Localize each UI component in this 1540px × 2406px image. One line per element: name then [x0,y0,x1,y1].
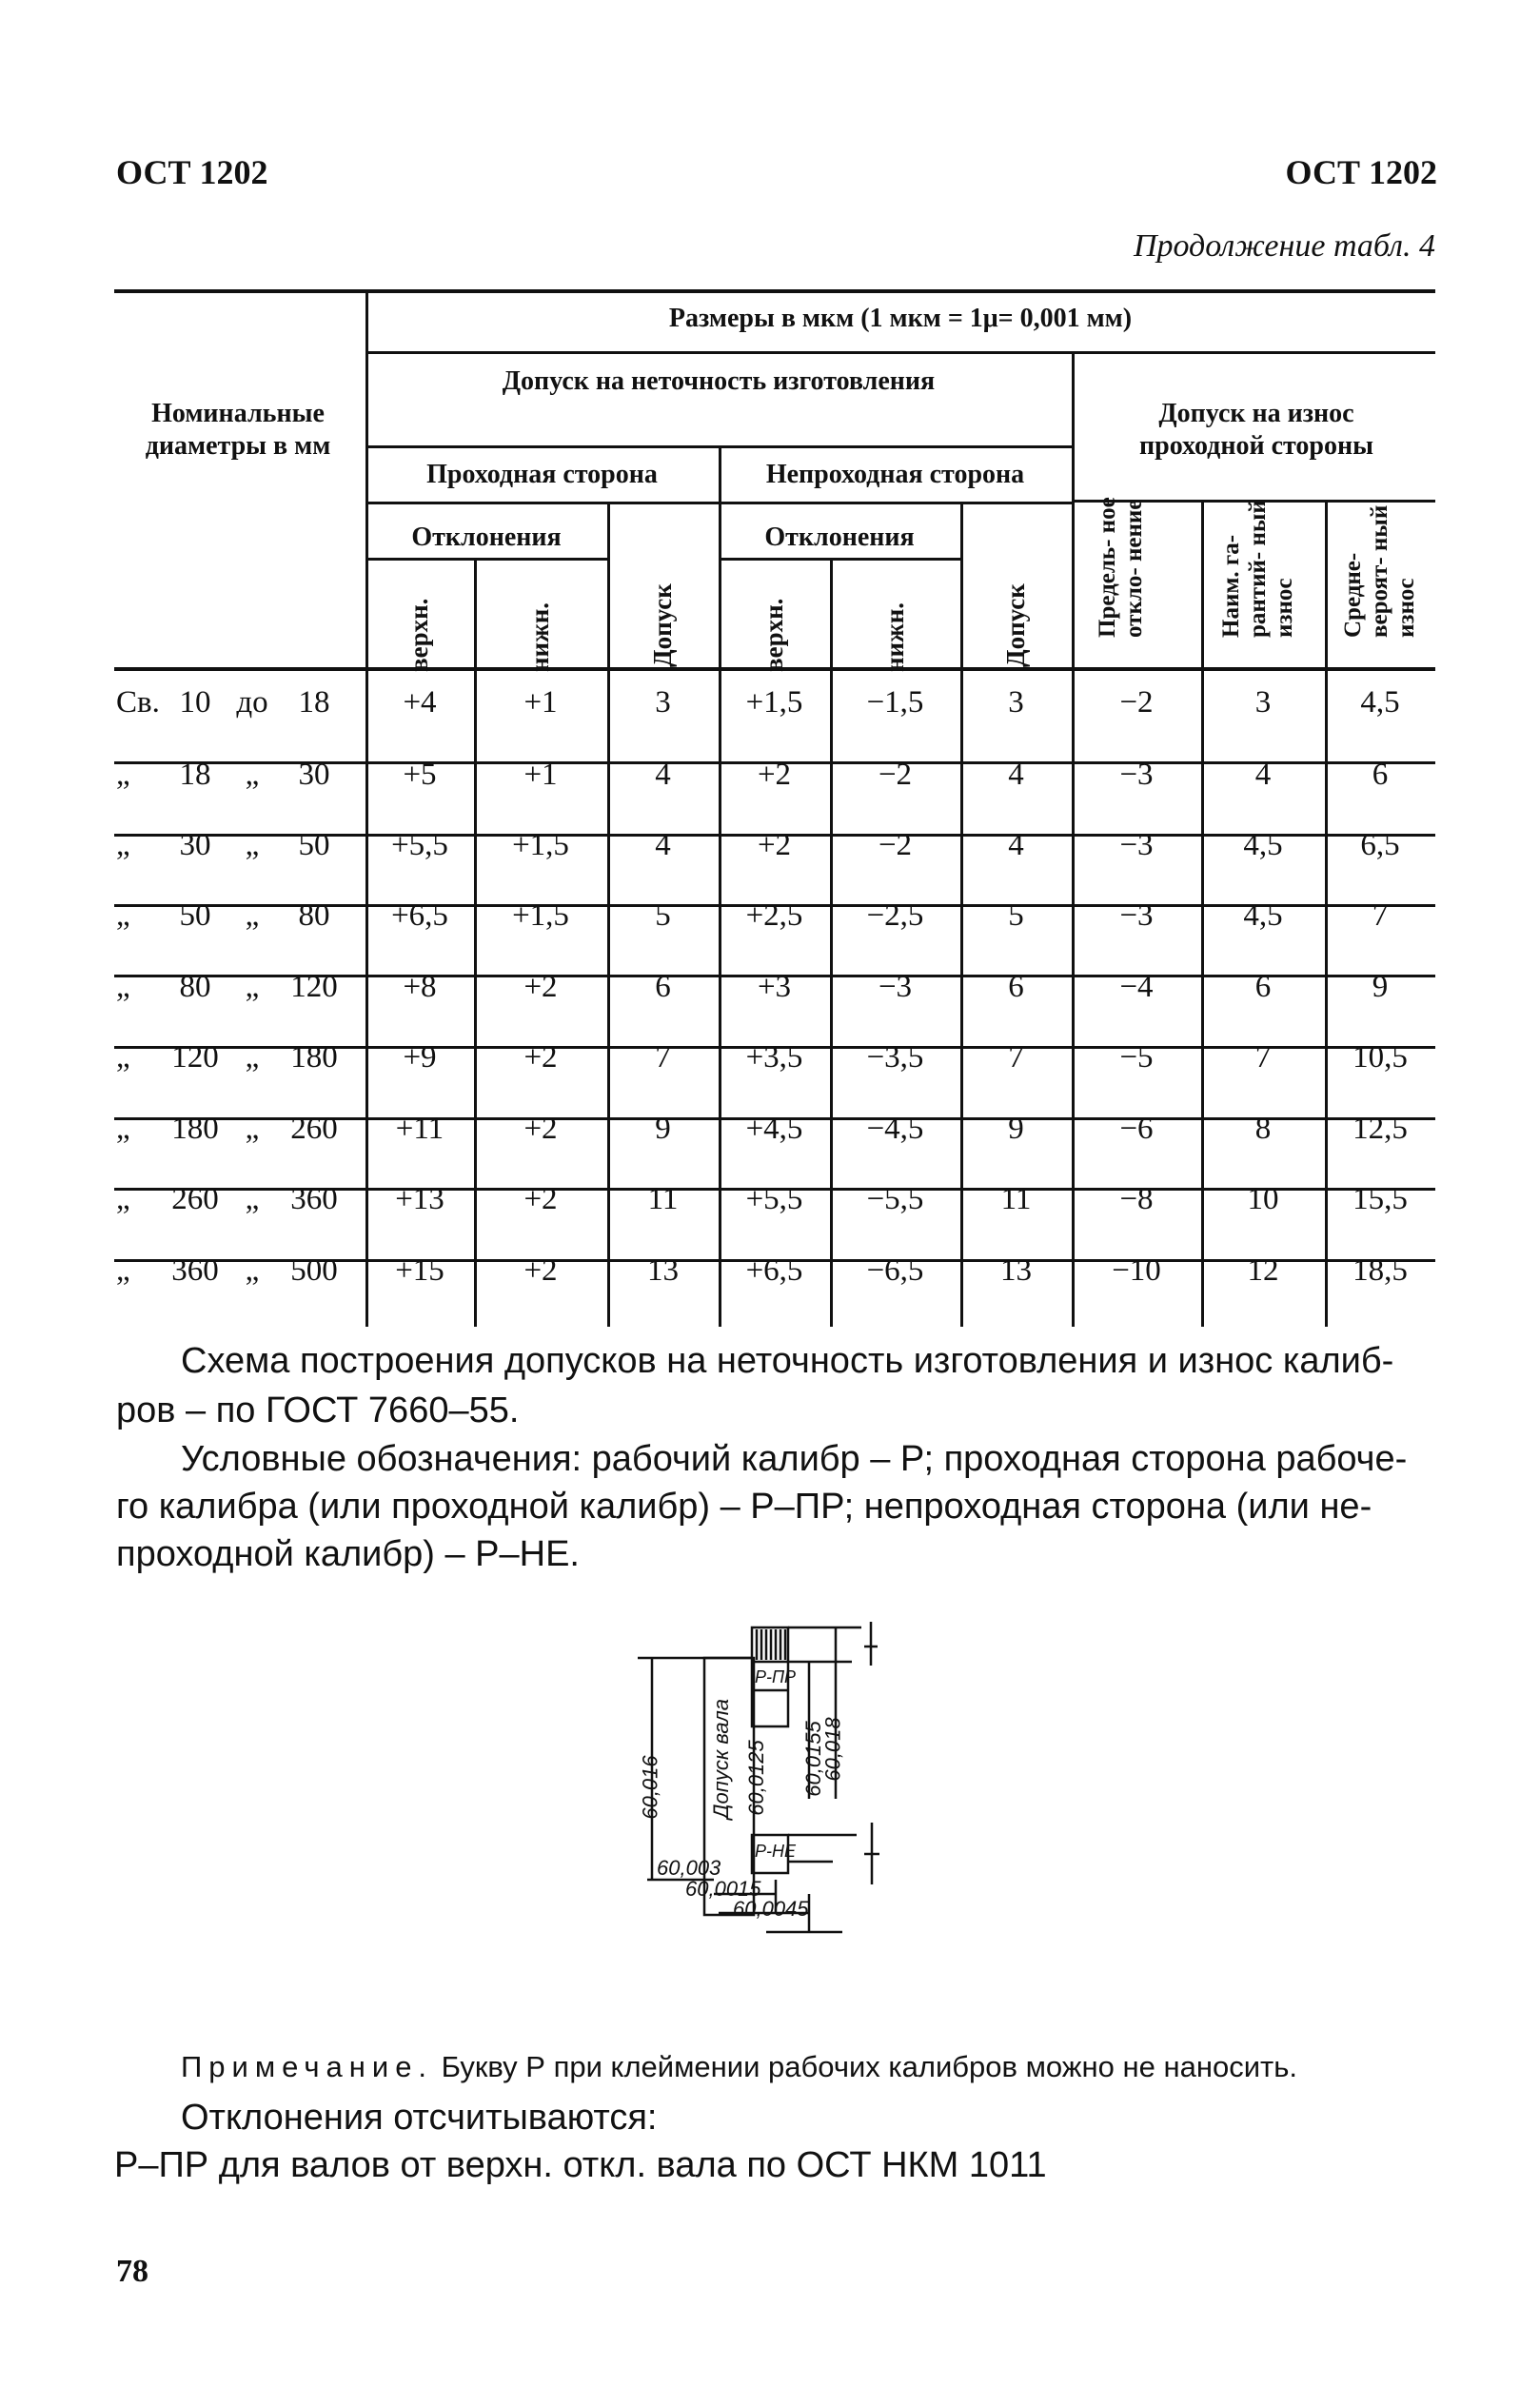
table-continuation-label: Продолжение табл. 4 [1133,228,1435,264]
dim-60-018: 60,018 [820,1717,845,1782]
row-from: 80 [179,970,211,1004]
table-cell: 18,5 [1352,1253,1408,1288]
table-cell: −3,5 [866,1040,924,1075]
row-from: 260 [171,1182,219,1216]
table-cell: 9 [655,1112,671,1146]
row-from: 30 [179,828,211,862]
row-mid: „ [245,758,260,792]
row-to: 180 [290,1040,338,1075]
row-to: 500 [290,1253,338,1288]
table-cell: +3 [757,970,792,1004]
table-cell: 5 [655,898,671,933]
table-cell: +5,5 [391,828,448,862]
table-cell: −3 [1119,828,1154,862]
table-cell: −5,5 [866,1182,924,1216]
legend-paragraph-line2: го калибра (или проходной калибр) – Р–ПР; непроходная сторона (или не- [116,1487,1372,1527]
table-cell: 7 [655,1040,671,1075]
row-prefix: „ [116,828,130,862]
nogo-upper-header: верхн. [760,598,788,672]
table-cell: +1 [523,685,558,720]
table-cell: −1,5 [866,685,924,720]
table-cell: 7 [1254,1040,1272,1075]
row-prefix: „ [116,1253,130,1288]
table-cell: −2 [878,758,913,792]
row-from: 50 [179,898,211,933]
table-cell: 13 [647,1253,679,1288]
table-cell: −3 [878,970,913,1004]
table-cell: 9 [1372,970,1389,1004]
table-cell: 3 [1254,685,1272,720]
table-cell: 5 [1008,898,1024,933]
table-cell: 12,5 [1352,1112,1408,1146]
row-from: 360 [171,1253,219,1288]
nominal-diameter-header: Номинальные диаметры в мм [145,399,331,461]
table-cell: 4,5 [1360,685,1400,720]
scheme-paragraph-line2: ров – по ГОСТ 7660–55. [116,1390,520,1430]
row-prefix: „ [116,758,130,792]
table-cell: +2 [757,758,792,792]
row-to: 18 [298,685,330,720]
table-cell: +5,5 [745,1182,803,1216]
row-to: 120 [290,970,338,1004]
table-cell: 15,5 [1352,1182,1408,1216]
min-guaranteed-wear-header: Наим. га- рантий- ный износ [1218,500,1297,638]
row-to: 260 [290,1112,338,1146]
go-upper-header: верхн. [405,598,433,672]
row-from: 180 [171,1112,219,1146]
table-cell: 8 [1254,1112,1272,1146]
row-prefix: „ [116,1182,130,1216]
standard-code-left: ОСТ 1202 [116,153,268,191]
table-cell: 6 [1008,970,1024,1004]
table-cell: −6 [1119,1112,1154,1146]
table-cell: +4 [403,685,437,720]
row-from: 18 [179,758,211,792]
table-cell: 10,5 [1352,1040,1408,1075]
row-prefix: „ [116,1112,130,1146]
table-cell: 6 [1254,970,1272,1004]
table-cell: 7 [1008,1040,1024,1075]
table-cell: +13 [395,1182,444,1216]
go-lower-header: нижн. [525,602,554,672]
shaft-tolerance-label: Допуск вала [708,1699,733,1819]
row-to: 360 [290,1182,338,1216]
table-cell: +6,5 [391,898,448,933]
table-cell: 11 [1000,1182,1032,1216]
table-cell: 6 [1372,758,1389,792]
note [181,2050,1297,2084]
dim-60-0015: 60,0015 [685,1877,761,1901]
table-cell: −2,5 [866,898,924,933]
table-cell: +6,5 [745,1253,803,1288]
row-prefix: Св. [116,685,160,720]
table-cell: −5 [1119,1040,1154,1075]
row-to: 30 [298,758,330,792]
row-mid: „ [245,898,260,933]
row-from: 120 [171,1040,219,1075]
nogo-deviations-header: Отклонения [764,523,915,552]
table-cell: +2,5 [745,898,803,933]
table-cell: +2 [757,828,792,862]
deviations-counted-line: Отклонения отсчитываются: [181,2098,658,2138]
table-cell: −2 [1119,685,1154,720]
r-pr-label: Р-ПР [755,1667,797,1686]
table-cell: +2 [523,1182,558,1216]
table-cell: +1 [523,758,558,792]
standard-code-right: ОСТ 1202 [1285,153,1437,191]
manufacturing-tolerance-header: Допуск на неточность изготовления [502,366,936,396]
row-from: 10 [179,685,211,720]
dim-60-003: 60,003 [657,1856,721,1880]
note-label: Примечание. [181,2050,434,2083]
table-cell: 13 [1000,1253,1032,1288]
sizes-header: Размеры в мкм (1 мкм = 1μ= 0,001 мм) [668,304,1133,333]
table-cell: +2 [523,1112,558,1146]
legend-paragraph-line3: проходной калибр) – Р–НЕ. [116,1534,580,1574]
go-tolerance-header: Допуск [648,583,677,667]
nogo-tolerance-header: Допуск [1001,583,1030,667]
avg-probable-wear-header: Средне- вероят- ный износ [1340,504,1419,638]
table-cell: +4,5 [745,1112,803,1146]
table-cell: −6,5 [866,1253,924,1288]
table-cell: −2 [878,828,913,862]
scheme-paragraph-line1: Схема построения допусков на неточность изготовления и износ калиб- [181,1341,1394,1381]
table-cell: +15 [395,1253,444,1288]
table-cell: 3 [1008,685,1024,720]
table-cell: −4,5 [866,1112,924,1146]
table-cell: 4 [1254,758,1272,792]
table-cell: +9 [403,1040,437,1075]
note-text: Букву Р при клеймении рабочих калибров можно не наносить. [441,2050,1297,2083]
table-cell: +1,5 [512,828,569,862]
row-mid: „ [245,1182,260,1216]
row-prefix: „ [116,1040,130,1075]
row-prefix: „ [116,898,130,933]
legend-paragraph-line1: Условные обозначения: рабочий калибр – Р; проходная сторона рабоче- [181,1439,1408,1479]
table-cell: 4,5 [1243,828,1283,862]
table-cell: +2 [523,1253,558,1288]
table-cell: +5 [403,758,437,792]
table-cell: −3 [1119,758,1154,792]
table-cell: 4,5 [1243,898,1283,933]
table-cell: 6 [655,970,671,1004]
table-cell: 4 [1008,828,1024,862]
dim-60-0045: 60,0045 [733,1897,809,1921]
row-mid: „ [245,970,260,1004]
table-cell: −3 [1119,898,1154,933]
table-cell: 4 [655,758,671,792]
table-cell: +1,5 [512,898,569,933]
table-cell: +11 [395,1112,444,1146]
wear-tolerance-header: Допуск на износ проходной стороны [1139,399,1373,461]
table-cell: 4 [655,828,671,862]
row-prefix: „ [116,970,130,1004]
r-ne-label: Р-НЕ [755,1842,797,1861]
table-cell: −4 [1119,970,1154,1004]
table-cell: 6,5 [1360,828,1400,862]
table-cell: −8 [1119,1182,1154,1216]
row-mid: до [236,685,268,720]
table-cell: +8 [403,970,437,1004]
go-deviations-header: Отклонения [411,523,562,552]
go-side-header: Проходная сторона [426,460,658,489]
r-pr-shafts-line: Р–ПР для валов от верхн. откл. вала по ОСТ НКМ 1011 [114,2145,1047,2185]
table-cell: +2 [523,1040,558,1075]
row-mid: „ [245,828,260,862]
row-to: 50 [298,828,330,862]
row-mid: „ [245,1253,260,1288]
table-cell: +1,5 [745,685,803,720]
table-cell: 7 [1372,898,1389,933]
table-cell: 10 [1247,1182,1279,1216]
table-cell: 4 [1008,758,1024,792]
table-cell: −10 [1112,1253,1161,1288]
row-mid: „ [245,1112,260,1146]
table-cell: 9 [1008,1112,1024,1146]
table-cell: +3,5 [745,1040,803,1075]
limit-deviation-header: Предель- ное откло- нение [1095,497,1147,638]
nogo-lower-header: нижн. [880,602,909,672]
row-to: 80 [298,898,330,933]
table-cell: +2 [523,970,558,1004]
dim-60-016: 60,016 [638,1755,662,1820]
table-cell: 11 [647,1182,679,1216]
table-cell: 12 [1247,1253,1279,1288]
dim-60-0155: 60,0155 [800,1721,825,1797]
row-mid: „ [245,1040,260,1075]
nogo-side-header: Непроходная сторона [765,460,1025,489]
dim-60-0125: 60,0125 [743,1740,768,1816]
page-number: 78 [116,2254,148,2289]
table-cell: 3 [655,685,671,720]
